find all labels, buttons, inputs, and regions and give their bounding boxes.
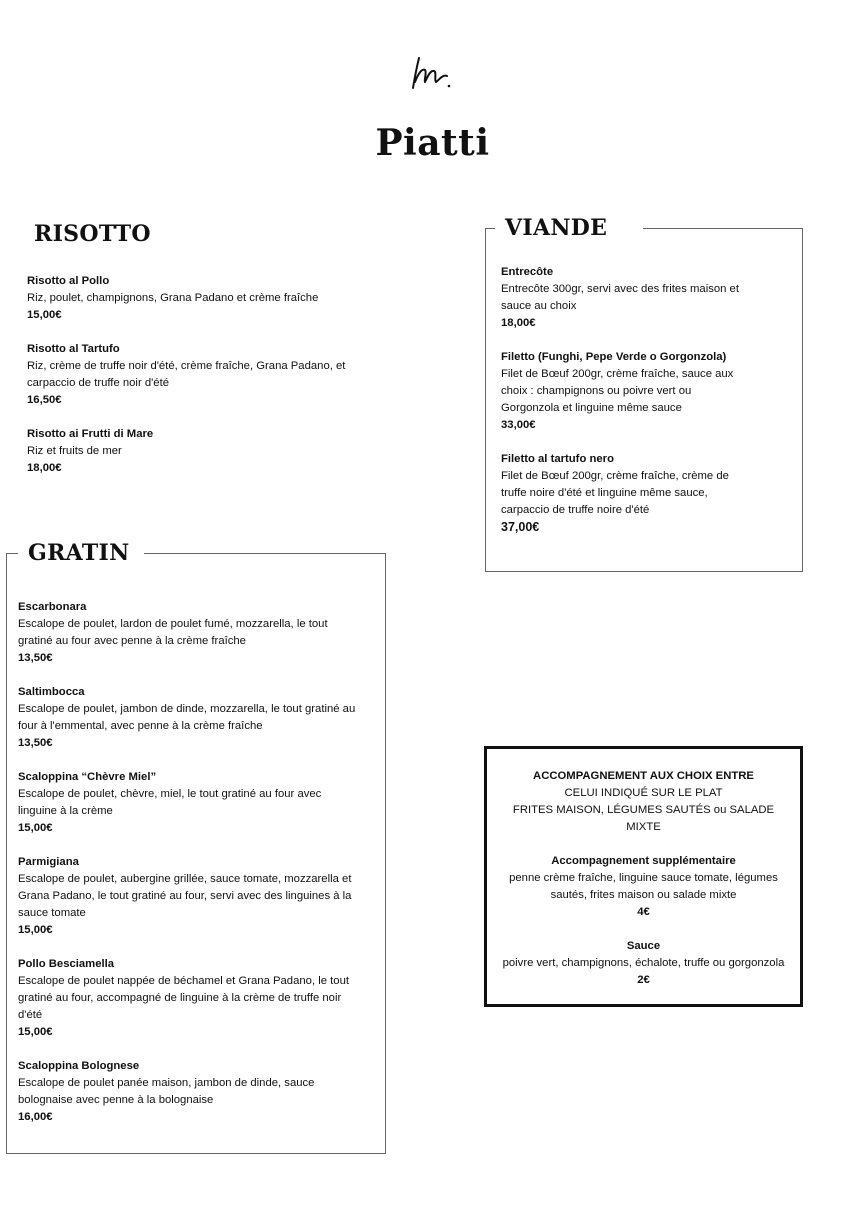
item-name: Scaloppina Bolognese — [18, 1060, 140, 1072]
item-price: 15,00€ — [18, 1026, 53, 1038]
extra-side-price: 4€ — [637, 906, 650, 918]
item-description: Riz et fruits de mer — [27, 445, 122, 457]
item-name: Filetto (Funghi, Pepe Verde o Gorgonzola) — [501, 351, 727, 363]
menu-item — [27, 426, 387, 477]
item-price: 15,00€ — [18, 924, 53, 936]
accompaniment-line: FRITES MAISON, LÉGUMES SAUTÉS ou SALADE — [512, 804, 775, 816]
item-name: Risotto ai Frutti di Mare — [27, 428, 154, 440]
item-description: Escalope de poulet, aubergine grillée, sauce tomate, mozzarella et — [18, 873, 352, 885]
menu-item — [18, 599, 380, 667]
item-description: sauce tomate — [18, 907, 86, 919]
menu-item — [18, 684, 380, 752]
item-description: sauce au choix — [501, 300, 577, 312]
item-name: Filetto al tartufo nero — [501, 453, 614, 465]
section-title-viande: VIANDE — [495, 215, 643, 241]
extra-side-heading: Accompagnement supplémentaire — [551, 855, 736, 867]
item-description: Escalope de poulet, chèvre, miel, le tout gratiné au four avec — [18, 788, 322, 800]
item-description: Entrecôte 300gr, servi avec des frites maison et — [501, 283, 739, 295]
item-description: carpaccio de truffe noir d'été — [27, 377, 169, 389]
item-description: linguine à la crème — [18, 805, 113, 817]
item-price: 16,50€ — [27, 394, 62, 406]
item-name: Entrecôte — [501, 266, 554, 278]
item-price: 16,00€ — [18, 1111, 53, 1123]
page-title: Piatti — [375, 122, 490, 164]
accompaniment-heading: ACCOMPAGNEMENT AUX CHOIX ENTRE — [533, 770, 754, 782]
menu-item — [501, 264, 796, 332]
item-description: Escalope de poulet, jambon de dinde, mozzarella, le tout gratiné au — [18, 703, 356, 715]
item-description: bolognaise avec penne à la bolognaise — [18, 1094, 214, 1106]
sauce-line: poivre vert, champignons, échalote, truffe ou gorgonzola — [502, 957, 785, 969]
accompaniment-line: MIXTE — [626, 821, 661, 833]
item-price: 18,00€ — [27, 462, 62, 474]
menu-item — [18, 769, 380, 837]
item-price: 37,00€ — [501, 520, 540, 534]
item-description: Filet de Bœuf 200gr, crème fraîche, sauce aux — [501, 368, 734, 380]
item-price: 15,00€ — [18, 822, 53, 834]
item-description: Escalope de poulet nappée de béchamel et Grana Padano, le tout — [18, 975, 349, 987]
item-description: four à l'emmental, avec penne à la crème fraîche — [18, 720, 263, 732]
item-description: Escalope de poulet, lardon de poulet fumé, mozzarella, le tout — [18, 618, 328, 630]
item-description: gratiné au four avec penne à la crème fraîche — [18, 635, 246, 647]
item-description: Gorgonzola et linguine même sauce — [501, 402, 682, 414]
menu-item — [18, 854, 380, 939]
menu-item — [27, 341, 387, 409]
item-name: Saltimbocca — [18, 686, 85, 698]
item-description: truffe noire d'été et linguine même sauce, — [501, 487, 708, 499]
item-description: Filet de Bœuf 200gr, crème fraîche, crème de — [501, 470, 729, 482]
item-price: 13,50€ — [18, 737, 53, 749]
extra-side-line: sautés, frites maison ou salade mixte — [550, 889, 737, 901]
item-name: Pollo Besciamella — [18, 958, 115, 970]
item-name: Risotto al Tartufo — [27, 343, 120, 355]
item-description: carpaccio de truffe noire d'été — [501, 504, 650, 516]
section-title-risotto: RISOTTO — [24, 221, 161, 247]
menu-item — [18, 1058, 380, 1126]
item-description: Riz, poulet, champignons, Grana Padano et crème fraîche — [27, 292, 319, 304]
risotto-list — [27, 273, 387, 494]
item-description: Riz, crème de truffe noir d'été, crème fraîche, Grana Padano, et — [27, 360, 346, 372]
gratin-list — [18, 599, 380, 1143]
item-price: 13,50€ — [18, 652, 53, 664]
accompaniment-box — [484, 746, 803, 1007]
item-name: Risotto al Pollo — [27, 275, 110, 287]
item-name: Parmigiana — [18, 856, 79, 868]
item-description: gratiné au four, accompagné de linguine à la crème de truffe noir — [18, 992, 342, 1004]
item-price: 33,00€ — [501, 419, 536, 431]
sauce-price: 2€ — [637, 974, 650, 986]
signature-m-logo-icon — [405, 52, 455, 92]
item-price: 15,00€ — [27, 309, 62, 321]
item-name: Escarbonara — [18, 601, 87, 613]
item-name: Scaloppina “Chèvre Miel” — [18, 771, 157, 783]
section-title-gratin: GRATIN — [18, 540, 144, 566]
menu-item — [501, 451, 796, 536]
item-price: 18,00€ — [501, 317, 536, 329]
item-description: Grana Padano, le tout gratiné au four, servi avec des linguines à la — [18, 890, 352, 902]
menu-item — [501, 349, 796, 434]
menu-item — [18, 956, 380, 1041]
item-description: Escalope de poulet panée maison, jambon de dinde, sauce — [18, 1077, 315, 1089]
accompaniment-line: CELUI INDIQUÉ SUR LE PLAT — [564, 787, 723, 799]
menu-item — [27, 273, 387, 324]
item-description: choix : champignons ou poivre vert ou — [501, 385, 692, 397]
sauce-heading: Sauce — [626, 940, 661, 952]
viande-list — [501, 264, 796, 553]
item-description: d'été — [18, 1009, 43, 1021]
extra-side-line: penne crème fraîche, linguine sauce tomate, légumes — [509, 872, 778, 884]
